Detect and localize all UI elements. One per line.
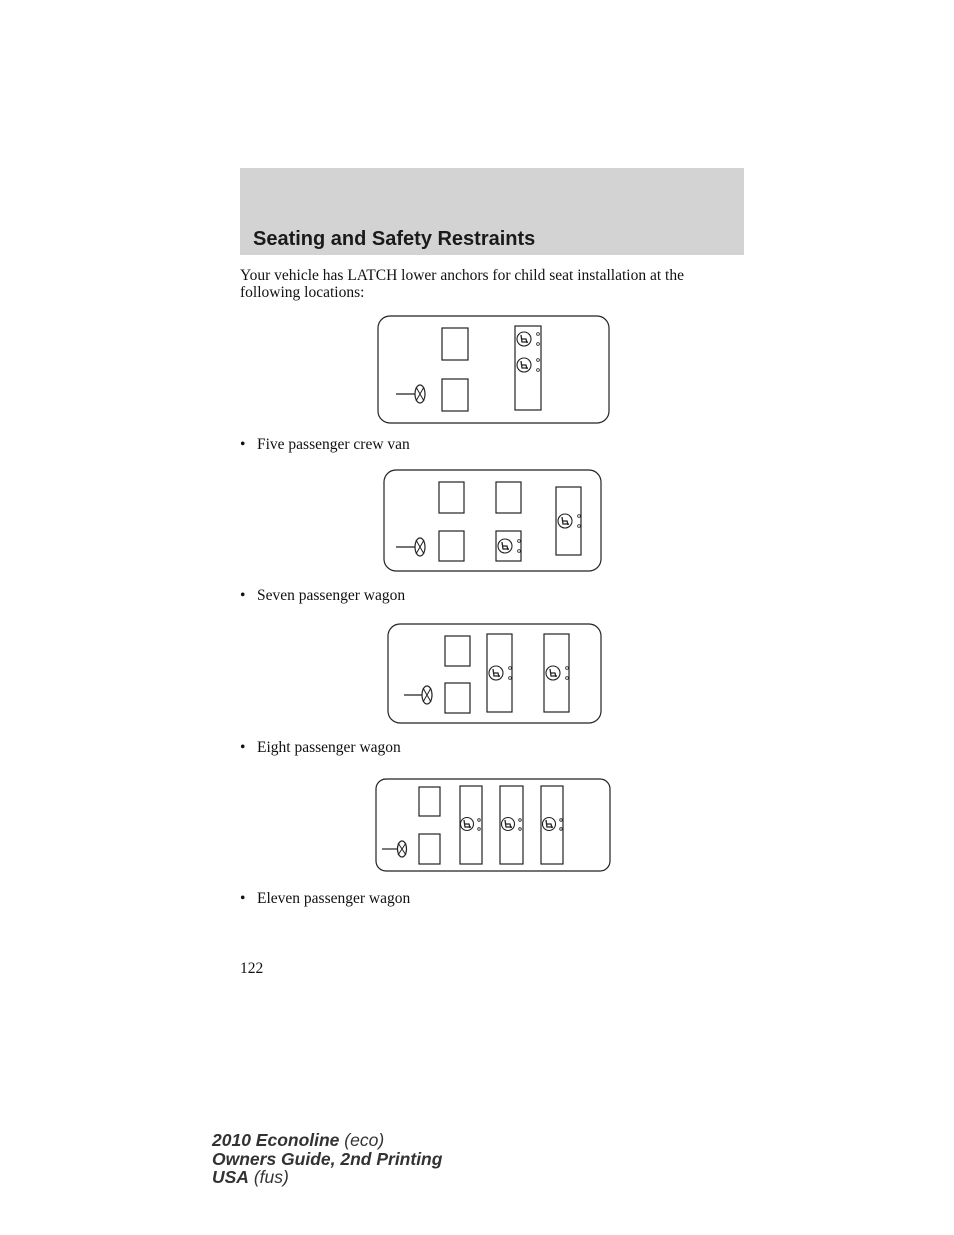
footer-line-3 [212, 1168, 442, 1187]
child-seat-anchor-icon [543, 818, 563, 831]
intro-paragraph: Your vehicle has LATCH lower anchors for child seat installation at the following locations: [240, 267, 684, 301]
bullet-item [240, 739, 401, 757]
steering-wheel-icon [396, 538, 425, 556]
bench-seat [556, 487, 581, 555]
seat-icon [442, 379, 468, 411]
seat-icon [445, 683, 470, 713]
seat-icon [419, 834, 440, 864]
child-seat-anchor-icon [517, 358, 539, 372]
bullet-dot: • [240, 436, 246, 453]
bench-seat [500, 786, 523, 864]
page-number: 122 [240, 960, 264, 977]
section-header [240, 168, 744, 255]
five-passenger-diagram [377, 315, 610, 425]
bullet-dot: • [240, 587, 246, 604]
seat-icon [439, 531, 464, 561]
seat-icon [442, 328, 468, 360]
eleven-passenger-diagram [375, 778, 611, 873]
bench-seat [541, 786, 563, 864]
seat-icon [445, 636, 470, 666]
child-seat-anchor-icon [461, 818, 481, 831]
footer-model-code: (eco) [344, 1130, 385, 1150]
seat-icon [419, 787, 440, 816]
bullet-item [240, 436, 410, 454]
bench-seat [487, 634, 512, 712]
bullet-label: Eleven passenger wagon [257, 890, 411, 907]
footer-line-1 [212, 1131, 442, 1150]
bullet-label: Five passenger crew van [257, 436, 410, 453]
footer-market-code: (fus) [253, 1167, 289, 1187]
seven-passenger-diagram [383, 469, 602, 573]
steering-wheel-icon [382, 841, 407, 857]
child-seat-anchor-icon [546, 666, 568, 680]
child-seat-anchor-icon [558, 514, 580, 528]
seat-icon [496, 482, 521, 513]
bullet-label: Eight passenger wagon [257, 739, 401, 756]
footer-model: 2010 Econoline [212, 1130, 340, 1150]
steering-wheel-icon [396, 385, 425, 403]
bullet-dot: • [240, 739, 246, 756]
child-seat-anchor-icon [489, 666, 511, 680]
eight-passenger-diagram [387, 623, 602, 725]
seat-icon [496, 531, 521, 561]
footer-line-2: Owners Guide, 2nd Printing [212, 1148, 443, 1169]
bullet-label: Seven passenger wagon [257, 587, 406, 604]
seat-icon [439, 482, 464, 513]
section-title: Seating and Safety Restraints [253, 228, 536, 250]
bench-seat [544, 634, 569, 712]
bullet-dot: • [240, 890, 246, 907]
child-seat-anchor-icon [517, 332, 539, 346]
child-seat-anchor-icon [502, 818, 522, 831]
child-seat-anchor-icon [498, 539, 520, 553]
bullet-item [240, 587, 405, 605]
footer-market: USA [212, 1167, 249, 1187]
steering-wheel-icon [404, 686, 432, 704]
bench-seat [460, 786, 482, 864]
bullet-item [240, 890, 410, 908]
document-footer [212, 1131, 442, 1187]
